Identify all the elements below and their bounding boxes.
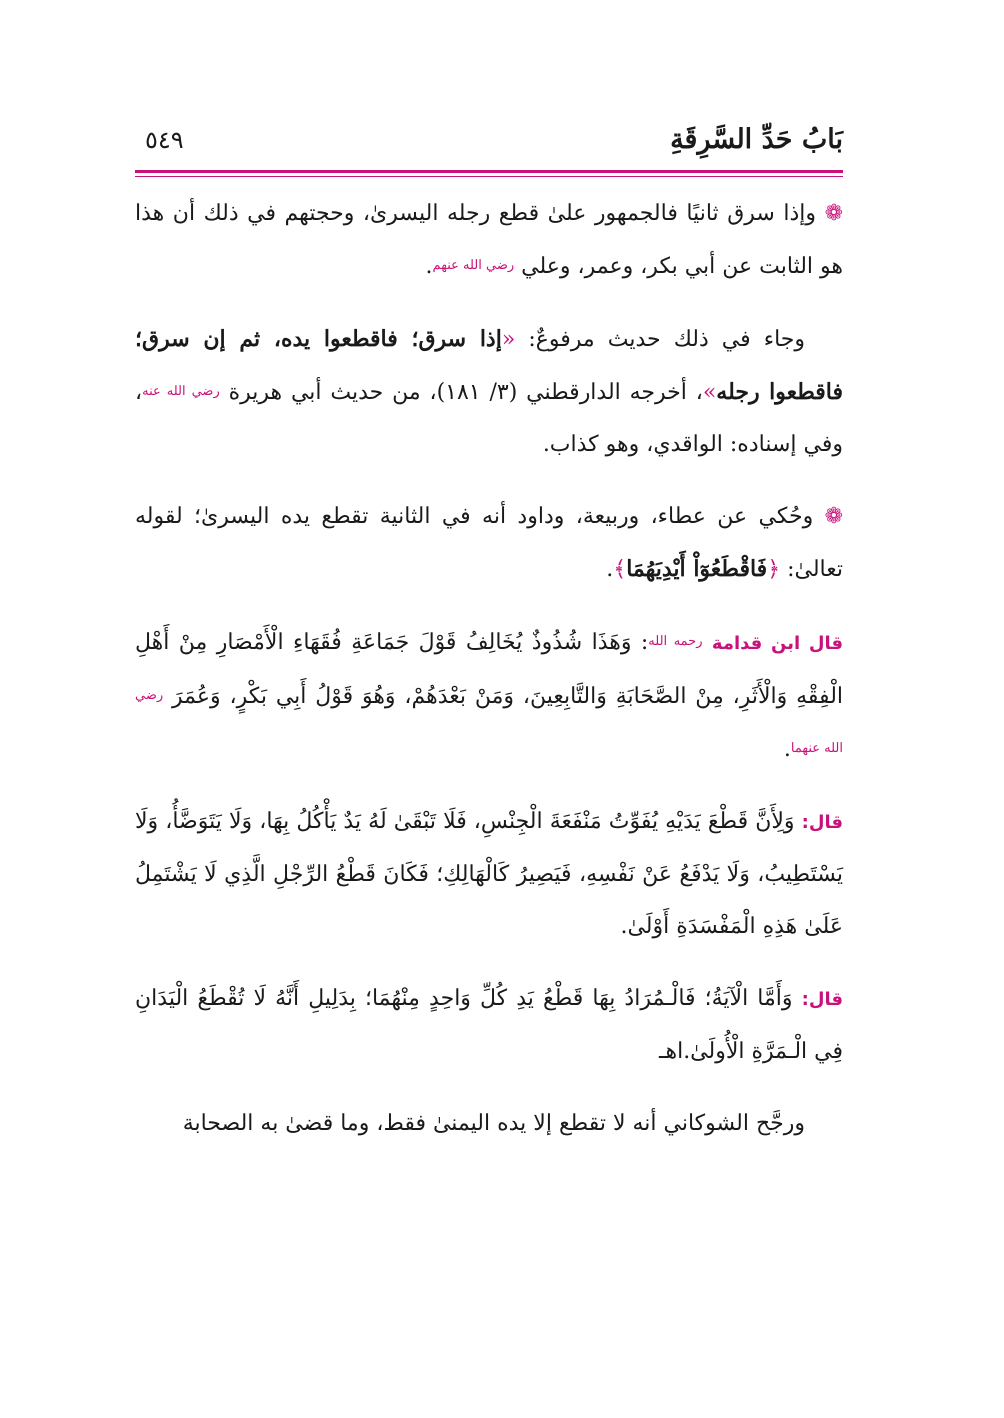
header-rule-thick — [135, 170, 843, 173]
quote-open: « — [501, 327, 516, 352]
page-header — [135, 118, 843, 168]
paragraph-text: ، أخرجه الدارقطني (٣/ ١٨١)، من حديث أبي هريرة — [228, 380, 703, 405]
sentence-end: . — [606, 557, 614, 582]
paragraph-2 — [135, 313, 843, 471]
flower-ornament-icon: ❁ — [824, 504, 843, 529]
sentence-end: . — [783, 737, 791, 762]
page-number: ٥٤٩ — [145, 126, 184, 154]
paragraph-intro: وجاء في ذلك حديث مرفوعٌ: — [528, 327, 805, 352]
paragraph-3 — [135, 491, 843, 596]
ornate-bracket-close: ﴾ — [613, 557, 627, 582]
speaker-label: قال: — [801, 989, 843, 1010]
paragraph-text-cont: ، وفي إسناده: الواقدي، وهو كذاب. — [135, 380, 843, 457]
honorific-glyph: رضي الله عنهم — [432, 258, 515, 273]
chapter-title: بَابُ حَدِّ السَّرِقَةِ — [670, 124, 843, 155]
paragraph-6 — [135, 973, 843, 1078]
paragraph-1 — [135, 188, 843, 293]
paragraph-text: ورجَّح الشوكاني أنه لا تقطع إلا يده اليمنىٰ فقط، وما قضىٰ به الصحابة — [182, 1111, 805, 1136]
quran-verse: فَاقْطَعُوٓاْ أَيْدِيَهُمَا — [626, 556, 768, 582]
header-rule-thin — [135, 176, 843, 177]
sentence-end: . — [425, 254, 433, 279]
paragraph-text: وإذا سرق ثانيًا فالجمهور علىٰ قطع رجله اليسرىٰ، وحجتهم في ذلك أن هذا هو الثابت عن أبي بكر، وعمر، وعلي — [135, 201, 843, 279]
speaker-label: قال ابن قدامة — [711, 633, 843, 654]
paragraph-7 — [135, 1098, 843, 1150]
ornate-bracket-open: ﴿ — [767, 557, 781, 582]
page-body — [135, 188, 843, 1170]
paragraph-text: : وَهَذَا شُذُوذٌ يُخَالِفُ قَوْلَ جَمَاعَةِ فُقَهَاءِ الْأَمْصَارِ مِنْ أَهْلِ الْفِقْهِ وَالْأَثَرِ، مِنْ الصَّحَابَةِ وَالتَّابِعِينَ، وَمَنْ بَعْدَهُمْ، وَهُوَ قَوْلُ أَبِي بَكْرٍ، وَعُمَرَ — [135, 630, 844, 709]
honorific-glyph: رحمه الله — [648, 634, 703, 649]
speaker-label: قال: — [801, 812, 843, 833]
paragraph-text: وَأَمَّا الْآيَةُ؛ فَالْـمُرَادُ بِهَا قَطْعُ يَدِ كُلِّ وَاحِدٍ مِنْهُمَا؛ بِدَلِيلِ أَنَّهُ لَا تُقْطَعُ الْيَدَانِ فِي الْـمَرَّةِ الْأُولَىٰ.اهـ — [135, 986, 843, 1064]
honorific-glyph: رضي الله عنه — [142, 384, 220, 399]
paragraph-text: وحُكي عن عطاء، وربيعة، وداود أنه في الثانية تقطع يده اليسرىٰ؛ لقوله تعالىٰ: — [135, 504, 843, 582]
paragraph-5 — [135, 796, 843, 953]
flower-ornament-icon: ❁ — [824, 201, 843, 226]
paragraph-4 — [135, 616, 843, 776]
hadith-text: إذا سرق؛ فاقطعوا يده، ثم إن سرق؛ فاقطعوا رجله — [135, 326, 843, 405]
paragraph-text: وَلِأَنَّ قَطْعَ يَدَيْهِ يُفَوِّتُ مَنْفَعَةَ الْجِنْسِ، فَلَا تَبْقَىٰ لَهُ يَدٌ يَأْكُلُ بِهَا، وَلَا يَتَوَضَّأُ، وَلَا يَسْتَطِيبُ، وَلَا يَدْفَعُ عَنْ نَفْسِهِ، فَيَصِيرُ كَالْهَالِكِ؛ فَكَانَ قَطْعُ الرِّجْلِ الَّذِي لَا يَشْتَمِلُ عَلَىٰ هَذِهِ الْمَفْسَدَةِ أَوْلَىٰ. — [135, 809, 843, 939]
quote-close: » — [702, 380, 717, 405]
honorific-glyph: رضي الله عنهما — [135, 688, 843, 756]
